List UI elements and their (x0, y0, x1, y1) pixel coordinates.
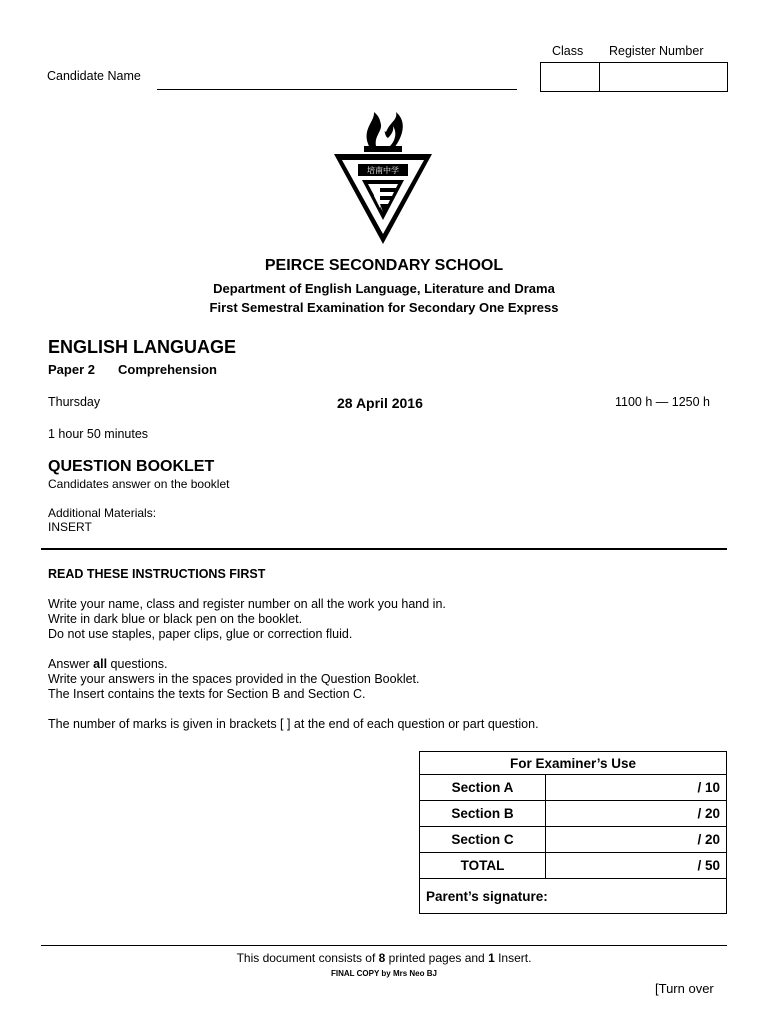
section-a-label: Section A (420, 775, 546, 801)
class-field[interactable] (540, 62, 600, 92)
table-row (420, 853, 727, 879)
section-b-score[interactable]: / 20 (546, 801, 727, 827)
table-row (420, 775, 727, 801)
instruction-line-answer: Answer all questions. (48, 657, 168, 671)
instruction-line: Write your name, class and register number on all the work you hand in. (48, 597, 446, 611)
exam-time: 1100 h — 1250 h (615, 395, 710, 409)
subject-title: ENGLISH LANGUAGE (48, 337, 237, 357)
paper-title: Comprehension (118, 362, 217, 377)
exam-date: 28 April 2016 (337, 395, 423, 411)
instruction-line: Write your answers in the spaces provided in the Question Booklet. (48, 672, 420, 686)
total-score[interactable]: / 50 (546, 853, 727, 879)
logo-characters: 培南中学 (367, 166, 399, 175)
table-row (420, 827, 727, 853)
parent-signature-field[interactable]: Parent’s signature: (420, 879, 727, 914)
section-a-score[interactable]: / 10 (546, 775, 727, 801)
booklet-note: Candidates answer on the booklet (48, 477, 230, 491)
footer-divider (41, 945, 727, 946)
table-row (420, 801, 727, 827)
candidate-name-label: Candidate Name (47, 69, 141, 83)
exam-duration: 1 hour 50 minutes (48, 427, 149, 441)
examiner-table-title: For Examiner’s Use (420, 752, 727, 775)
instruction-line: The Insert contains the texts for Section B and Section C. (48, 687, 366, 701)
turn-over-note: [Turn over (655, 981, 714, 996)
school-crest-logo (330, 108, 436, 248)
class-label: Class (552, 44, 584, 58)
instruction-line: Write in dark blue or black pen on the booklet. (48, 612, 303, 626)
section-c-label: Section C (420, 827, 546, 853)
examiner-use-table (419, 751, 727, 914)
total-label: TOTAL (420, 853, 546, 879)
candidate-name-field[interactable] (157, 89, 517, 90)
instruction-line: The number of marks is given in brackets [ ] at the end of each question or part question. (48, 717, 539, 731)
instructions-heading: READ THESE INSTRUCTIONS FIRST (48, 567, 266, 581)
paper-number: Paper 2 (48, 362, 95, 377)
booklet-title: QUESTION BOOKLET (48, 458, 215, 475)
register-number-label: Register Number (609, 44, 704, 58)
department-name: Department of English Language, Literature and Drama (213, 281, 555, 296)
additional-materials-label: Additional Materials: (48, 506, 157, 520)
exam-name: First Semestral Examination for Secondary One Express (209, 300, 559, 315)
section-c-score[interactable]: / 20 (546, 827, 727, 853)
exam-day: Thursday (48, 395, 101, 409)
section-b-label: Section B (420, 801, 546, 827)
divider (41, 548, 727, 550)
page-count-note: This document consists of 8 printed pages and 1 Insert. (236, 951, 532, 965)
final-copy-note: FINAL COPY by Mrs Neo BJ (331, 969, 437, 978)
additional-materials-item: INSERT (48, 520, 92, 534)
school-name: PEIRCE SECONDARY SCHOOL (264, 257, 504, 274)
register-number-field[interactable] (599, 62, 728, 92)
instructions-block (48, 597, 539, 732)
instruction-line: Do not use staples, paper clips, glue or correction fluid. (48, 627, 353, 641)
